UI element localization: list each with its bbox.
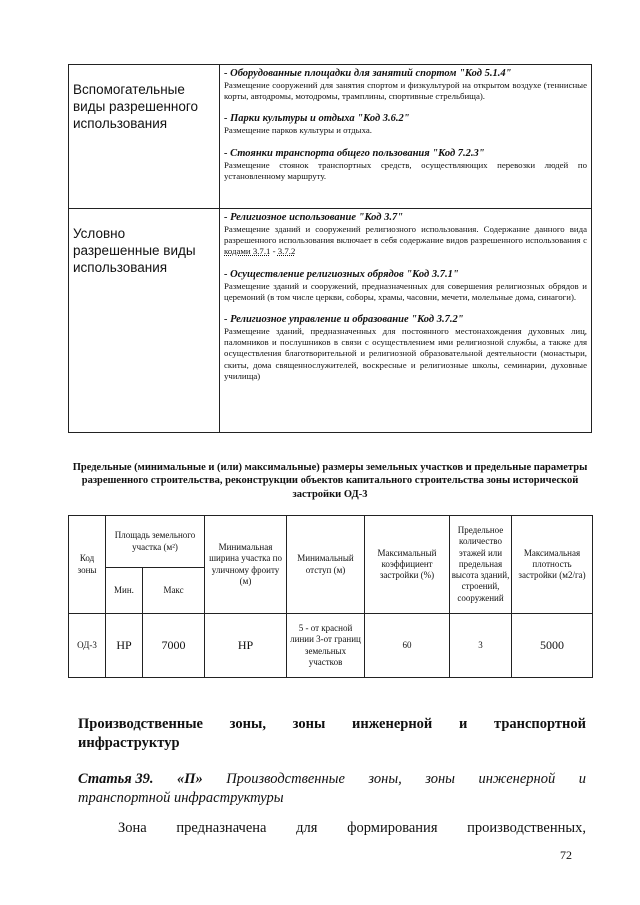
- entry-title: - Религиозное использование "Код 3.7": [224, 212, 404, 223]
- header-setback: Минимальный отступ (м): [287, 516, 365, 614]
- auxiliary-use-row: [69, 65, 592, 209]
- permitted-use-table: [68, 64, 592, 433]
- entry-description-text: Размещение зданий и сооружений религиозного использования. Содержание данного вида разрешенного использования включает в себя содержание видов разрешенного использования с: [224, 224, 587, 246]
- paragraph-word: формирования: [347, 820, 438, 836]
- body-paragraph: [118, 819, 586, 838]
- auxiliary-use-entries: [220, 65, 592, 209]
- cell-width: НР: [205, 614, 287, 678]
- entry-title: - Осуществление религиозных обрядов "Код 3.7.1": [224, 268, 459, 280]
- params-header-row: [69, 516, 593, 568]
- entry-title: - Стоянки транспорта общего пользования "Код 7.2.3": [224, 147, 485, 159]
- cell-setback: 5 - от красной линии 3-от границ земельных участков: [287, 614, 365, 678]
- section-title-word: зоны,: [229, 716, 266, 732]
- paragraph-word: для: [296, 820, 318, 836]
- header-area-min: Мин.: [106, 568, 143, 614]
- entry-description: [224, 224, 587, 258]
- cell-area-max: 7000: [143, 614, 205, 678]
- header-density: Максимальная плотность застройки (м2/га): [512, 516, 593, 614]
- header-floors: Предельное количество этажей или предельная высота зданий, строений, сооружений: [450, 516, 512, 614]
- article-title-word: инженерной: [478, 771, 556, 787]
- article-title: [78, 770, 586, 808]
- article-title-word: Производственные: [226, 771, 345, 787]
- paragraph-word: предназначена: [176, 820, 267, 836]
- article-title-word: зоны,: [368, 771, 402, 787]
- auxiliary-use-label: Вспомогательные виды разрешенного использования: [69, 65, 220, 209]
- section-title-word: инженерной: [352, 716, 433, 732]
- section-title: [78, 715, 586, 753]
- section-title-word: Производственные: [78, 716, 203, 732]
- entry-description: Размещение стоянок транспортных средств, осуществляющих перевозки людей по установленному маршруту.: [224, 159, 587, 181]
- entry-description: Размещение парков культуры и отдыха.: [224, 125, 372, 136]
- header-code: Код зоны: [69, 516, 106, 614]
- cell-code: ОД-3: [69, 614, 106, 678]
- header-width: Минимальная ширина участка по уличному фроиту (м): [205, 516, 287, 614]
- section-title-word: транспортной: [494, 716, 586, 732]
- params-heading: Предельные (минимальные и (или) максимальные) размеры земельных участков и предельные параметры разрешенного строительства, реконструкции объектов капитального строительства зоны исторической застройки ОД-3: [72, 462, 588, 500]
- paragraph-word: производственных,: [467, 820, 586, 836]
- conditional-use-label: Условно разрешенные виды использования: [69, 209, 220, 433]
- page-number: 72: [560, 848, 572, 862]
- cell-coefficient: 60: [365, 614, 450, 678]
- conditional-use-row: [69, 209, 592, 433]
- entry-description: Размещение зданий, предназначенных для постоянного местонахождения духовных лиц, паломников и послушников в связи с осуществлением ими религиозной службы, а также для осуществления благотворительной и религиозной образовательной деятельности (монастыри, скиты, дома священнослужителей, воскресные и религиозные школы, семинарии, духовные училища): [224, 326, 587, 381]
- section-title-line2: инфраструктур: [78, 735, 180, 751]
- header-area: Площадь земельного участка (м²): [106, 516, 205, 568]
- section-title-word: зоны: [292, 716, 326, 732]
- entry-title: - Религиозное управление и образование "Код 3.7.2": [224, 314, 464, 326]
- entry-title: - Оборудованные площадки для занятий спортом "Код 5.1.4": [224, 68, 512, 79]
- cell-area-min: НР: [106, 614, 143, 678]
- paragraph-word: Зона: [118, 820, 147, 836]
- code-link-3-7-2[interactable]: 3.7.2: [277, 246, 296, 257]
- separator: -: [270, 246, 278, 257]
- header-coefficient: Максимальный коэффициент застройки (%): [365, 516, 450, 614]
- article-zone-code: «П»: [177, 771, 203, 787]
- header-area-max: Макс: [143, 568, 205, 614]
- params-data-row: [69, 614, 593, 678]
- cell-floors: 3: [450, 614, 512, 678]
- entry-description: Размещение зданий и сооружений, предназначенных для совершения религиозных обрядов и церемоний (в том числе церкви, соборы, храмы, часовни, мечети, молельные дома, синагоги).: [224, 280, 587, 302]
- article-title-line2: транспортной инфраструктуры: [78, 790, 284, 806]
- entry-description: Размещение сооружений для занятия спортом и физкультурой на открытом воздухе (теннисные корты, автодромы, мотодромы, трамплины, спортивные стрельбища).: [224, 80, 587, 102]
- article-title-word: и: [578, 771, 586, 787]
- article-title-word: зоны: [425, 771, 455, 787]
- conditional-use-entries: [220, 209, 592, 433]
- entry-title: - Парки культуры и отдыха "Код 3.6.2": [224, 113, 410, 125]
- code-link-3-7-1[interactable]: кодами 3.7.1: [224, 246, 271, 257]
- params-table: [68, 515, 593, 678]
- article-number: Статья 39.: [78, 771, 154, 787]
- section-title-word: и: [458, 716, 468, 732]
- cell-density: 5000: [512, 614, 593, 678]
